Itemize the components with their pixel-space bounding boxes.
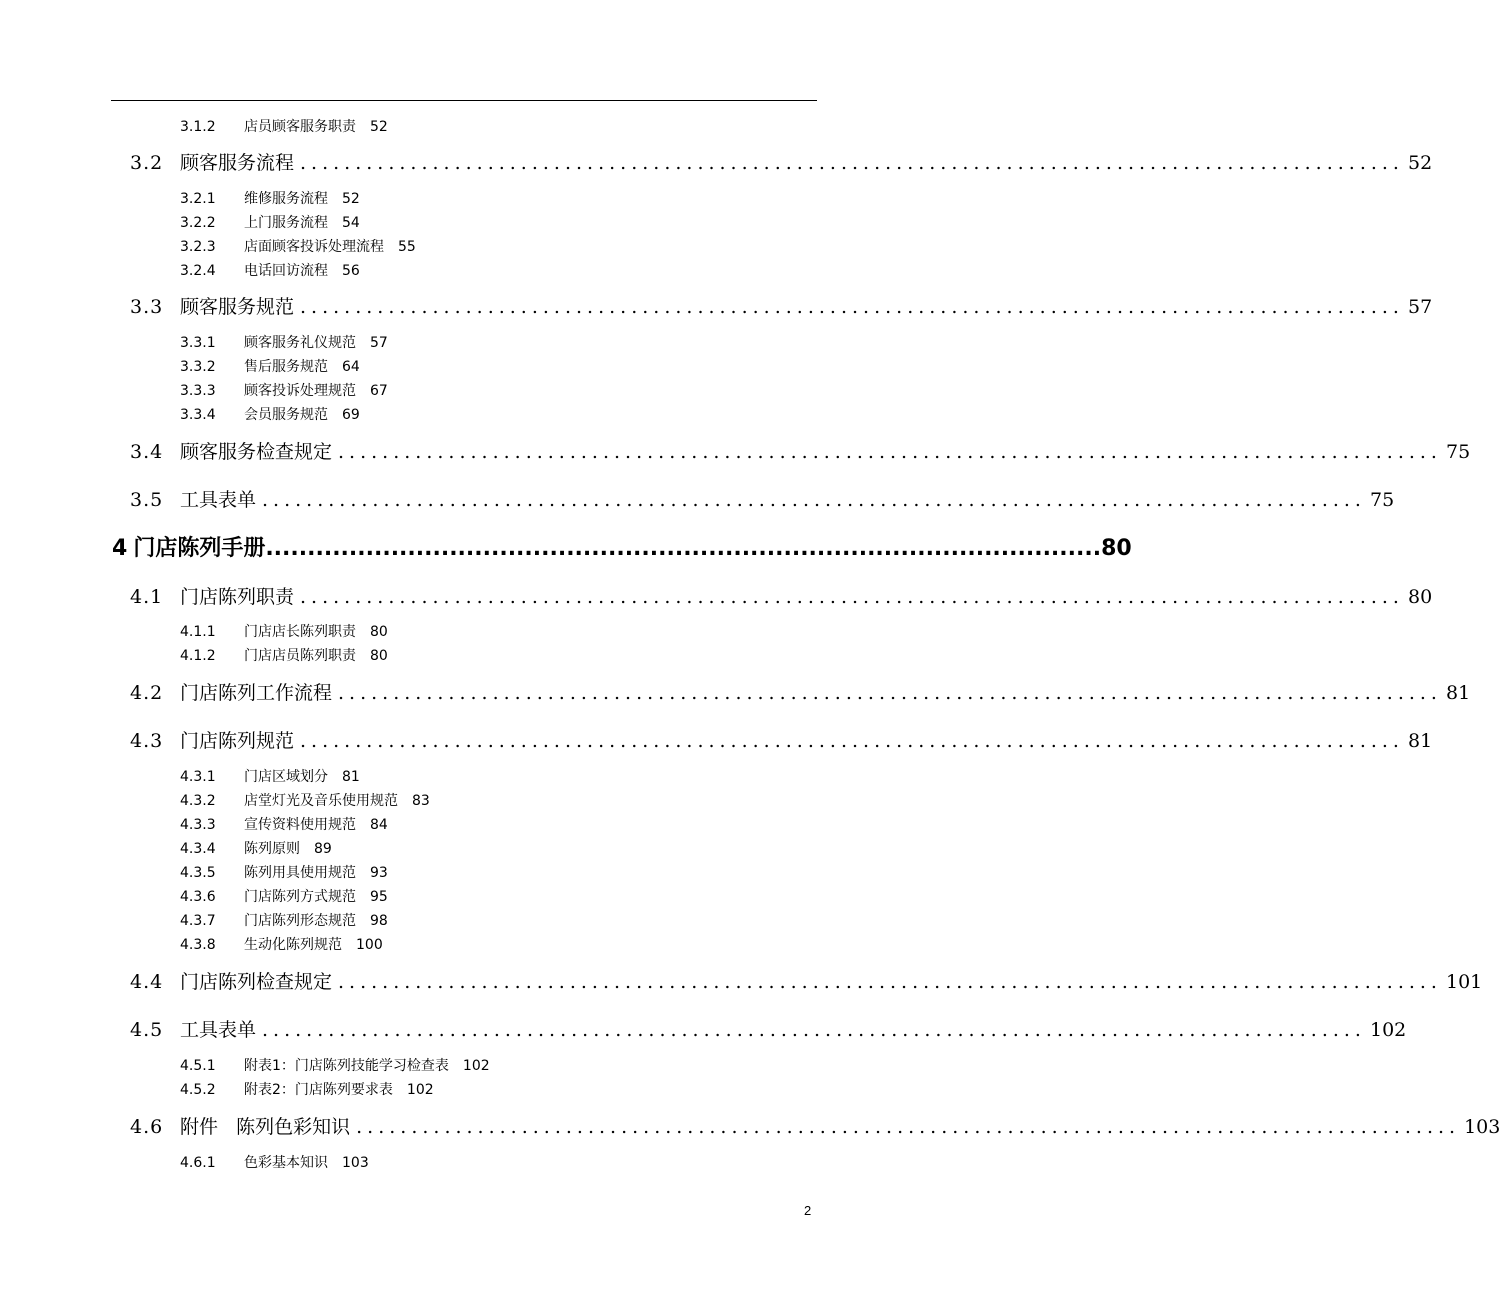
toc-number: 3.3.4 [180,407,216,423]
toc-number: 3.3.3 [180,383,216,399]
toc-number: 4.3.6 [180,889,216,905]
header-rule [111,100,817,101]
dot-leader: .................................................................................................... [338,441,1442,463]
toc-number: 3.3 [130,296,164,318]
toc-title: 色彩基本知识 [244,1155,328,1171]
toc-number: 3.3.2 [180,359,216,375]
toc-page: 98 [370,913,388,929]
toc-number: 4.2 [130,682,164,704]
toc-title: 门店陈列工作流程 [180,682,333,704]
toc-title: 门店陈列形态规范 [244,913,356,929]
toc-number: 4.1.2 [180,648,216,664]
toc-number: 4.6 [130,1116,164,1138]
toc-page: 80 [370,648,388,664]
toc-number: 3.2.2 [180,215,216,231]
toc-page: 56 [342,263,360,279]
toc-title: 顾客投诉处理规范 [244,383,356,399]
toc-title: 门店陈列检查规定 [180,971,333,993]
toc-entry-4-4[interactable] [130,967,1483,997]
toc-page: 81 [1407,730,1433,752]
toc-page: 83 [412,793,430,809]
toc-number: 3.3.1 [180,335,216,351]
toc-entry-4-6[interactable] [130,1112,1500,1142]
toc-page: 75 [1445,441,1471,463]
toc-title: 工具表单 [180,489,257,511]
toc-title: 维修服务流程 [244,191,328,207]
toc-page: 54 [342,215,360,231]
toc-entry-4-5[interactable] [130,1015,1407,1045]
toc-number: 4.1 [130,586,164,608]
toc-number: 4 [112,536,128,561]
toc-title: 宣传资料使用规范 [244,817,356,833]
toc-title: 顾客服务流程 [180,152,295,174]
toc-number: 4.5.1 [180,1058,216,1074]
toc-page: 80 [1101,536,1132,561]
toc-page: 93 [370,865,388,881]
toc-page: 52 [342,191,360,207]
toc-number: 4.5 [130,1019,164,1041]
dot-leader: .................................................................................................... [300,730,1404,752]
toc-page: 57 [370,335,388,351]
dot-leader: .................................................................................................... [356,1116,1461,1138]
toc-title: 陈列原则 [244,841,300,857]
toc-number: 4.3.1 [180,769,216,785]
toc-number: 4.3.4 [180,841,216,857]
toc-title: 陈列用具使用规范 [244,865,356,881]
toc-number: 3.5 [130,489,164,511]
toc-page: 52 [370,119,388,135]
toc-title: 会员服务规范 [244,407,328,423]
toc-title: 店堂灯光及音乐使用规范 [244,793,398,809]
dot-leader: .................................................................................................... [338,971,1442,993]
toc-page: 80 [1407,586,1433,608]
toc-title: 附表2：门店陈列要求表 [244,1082,393,1098]
toc-title: 售后服务规范 [244,359,328,375]
toc-title: 顾客服务规范 [180,296,295,318]
toc-number: 4.5.2 [180,1082,216,1098]
toc-page: 102 [1369,1019,1407,1041]
toc-entry-4-3[interactable] [130,726,1433,756]
toc-page: 103 [1464,1116,1500,1138]
toc-title: 店面顾客投诉处理流程 [244,239,384,255]
toc-page: 52 [1407,152,1433,174]
dot-leader: .................................................................................................... [300,152,1404,174]
toc-number: 3.2.4 [180,263,216,279]
toc-page: 67 [370,383,388,399]
page-number: 2 [804,1203,812,1218]
toc-title: 顾客服务检查规定 [180,441,333,463]
toc-number: 3.1.2 [180,119,216,135]
toc-title: 门店陈列职责 [180,586,295,608]
toc-page: 80 [370,624,388,640]
toc-title: 上门服务流程 [244,215,328,231]
toc-number: 4.3.8 [180,937,216,953]
toc-number: 4.3.3 [180,817,216,833]
toc-page: 75 [1369,489,1395,511]
toc-number: 4.3.2 [180,793,216,809]
toc-page: 64 [342,359,360,375]
toc-title: 工具表单 [180,1019,257,1041]
toc-title: 门店陈列方式规范 [244,889,356,905]
toc-entry-3-5[interactable] [130,485,1395,515]
toc-title: 生动化陈列规范 [244,937,342,953]
dot-leader: .................................................................................................... [300,296,1404,318]
toc-entry-4[interactable] [112,532,1132,566]
toc-title: 门店店员陈列职责 [244,648,356,664]
toc-page: 100 [356,937,383,953]
toc-page: 69 [342,407,360,423]
toc-entry-4-2[interactable] [130,678,1471,708]
toc-entry-3-2[interactable] [130,148,1433,178]
toc-page: 81 [1445,682,1471,704]
toc-page: 103 [342,1155,369,1171]
toc-title: 电话回访流程 [244,263,328,279]
toc-title: 门店陈列规范 [180,730,295,752]
toc-title: 门店区域划分 [244,769,328,785]
toc-title: 附表1：门店陈列技能学习检查表 [244,1058,449,1074]
toc-number: 4.3 [130,730,164,752]
toc-page: 81 [342,769,360,785]
toc-title: 门店店长陈列职责 [244,624,356,640]
toc-page: 95 [370,889,388,905]
dot-leader: .................................................................................................... [262,489,1366,511]
toc-page: 101 [1445,971,1483,993]
dot-leader: .................................................................................................... [262,1019,1366,1041]
toc-number: 3.2.1 [180,191,216,207]
toc-page: 57 [1407,296,1433,318]
toc-number: 4.4 [130,971,164,993]
toc-number: 3.2 [130,152,164,174]
toc-number: 4.3.7 [180,913,216,929]
toc-number: 4.6.1 [180,1155,216,1171]
toc-entry-3-4[interactable] [130,437,1471,467]
toc-title: 附件 陈列色彩知识 [180,1116,351,1138]
dot-leader: .................................................................................................... [300,586,1404,608]
toc-page: 102 [406,1082,434,1098]
toc-number: 3.4 [130,441,164,463]
toc-number: 4.3.5 [180,865,216,881]
toc-entry-3-3[interactable] [130,292,1433,322]
toc-page: 55 [398,239,416,255]
toc-page: 89 [314,841,332,857]
toc-number: 3.2.3 [180,239,216,255]
toc-title: 顾客服务礼仪规范 [244,335,356,351]
toc-number: 4.1.1 [180,624,216,640]
toc-entry-4-1[interactable] [130,582,1433,612]
toc-page: 84 [370,817,388,833]
dot-leader: .................................................................................................... [265,536,1102,561]
toc-page: 102 [462,1058,490,1074]
toc-title: 店员顾客服务职责 [244,119,356,135]
dot-leader: .................................................................................................... [338,682,1442,704]
toc-title: 门店陈列手册 [133,536,266,561]
